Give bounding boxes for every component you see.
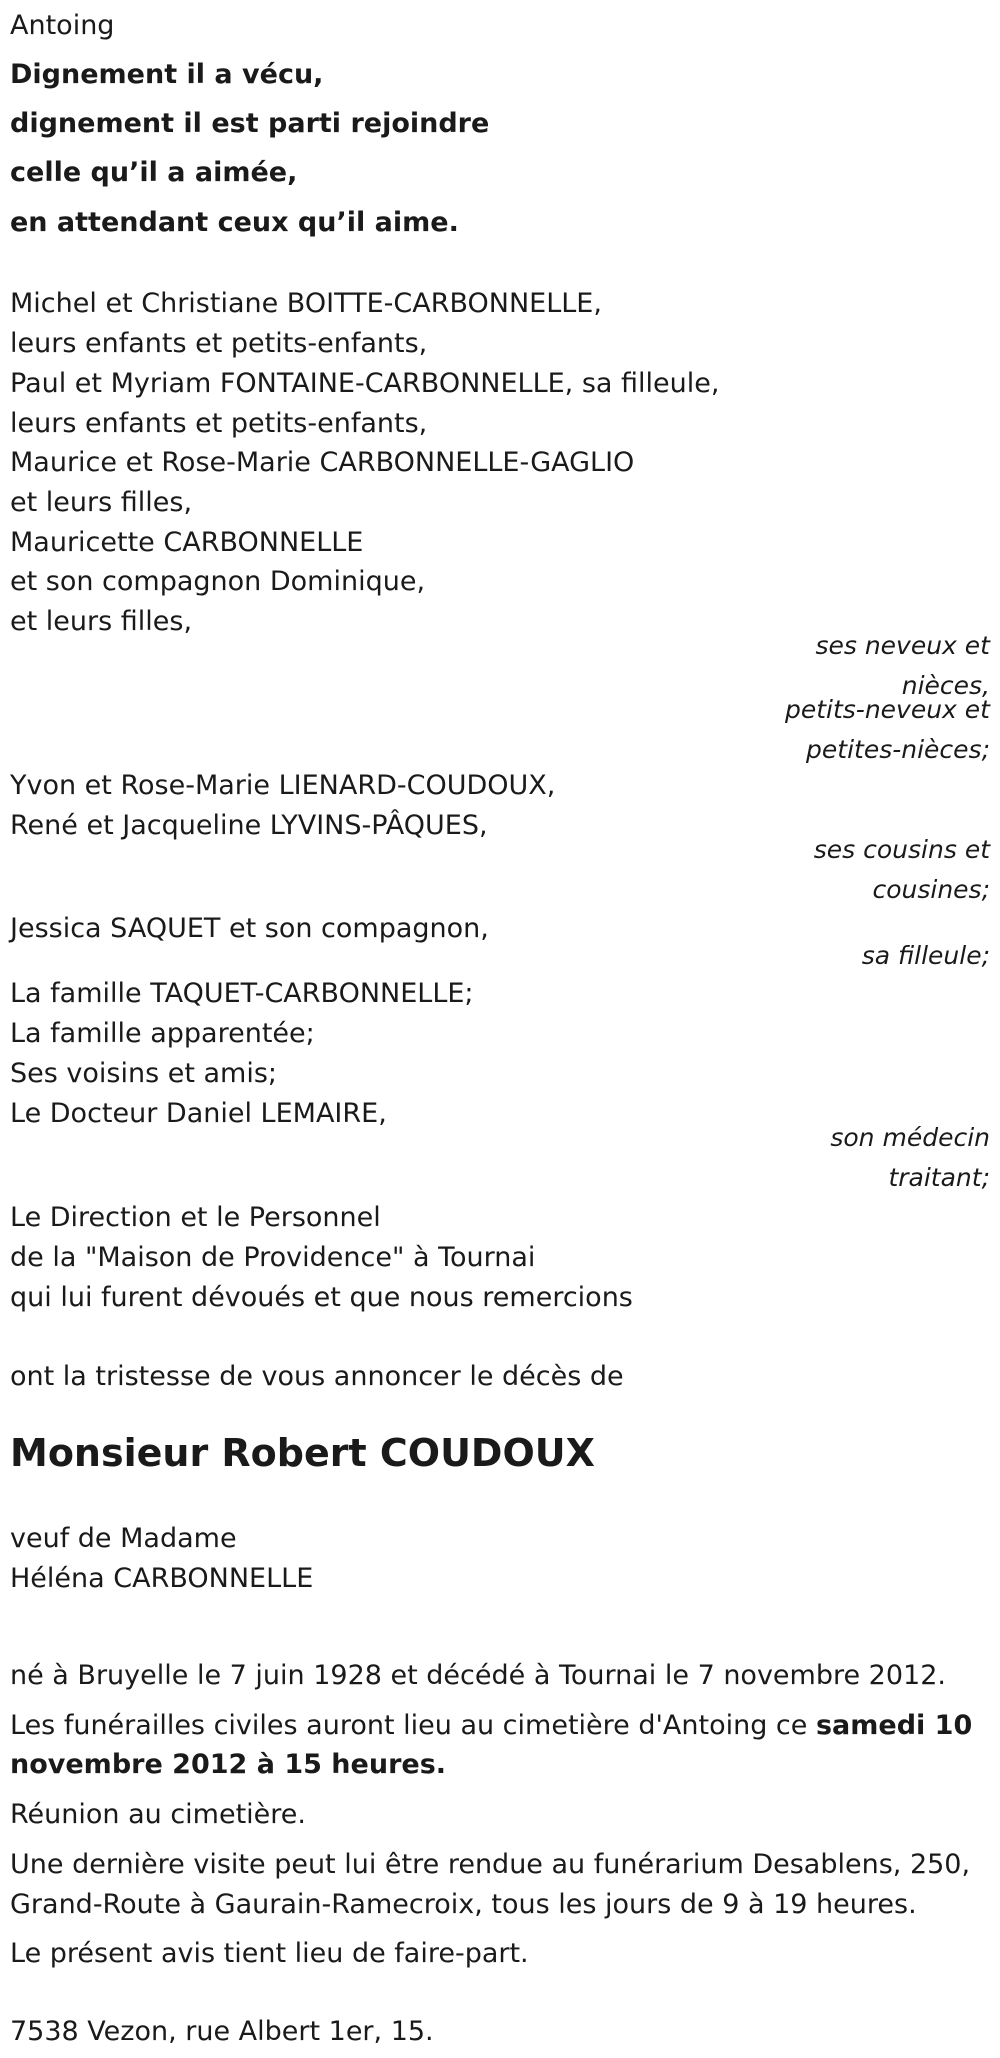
deceased-name: Monsieur Robert COUDOUX <box>10 1431 595 1475</box>
family-line: Paul et Myriam FONTAINE-CARBONNELLE, sa filleule, <box>10 368 720 399</box>
family-line: leurs enfants et petits-enfants, <box>10 328 428 359</box>
family-line: Michel et Christiane BOITTE-CARBONNELLE, <box>10 288 602 319</box>
poem-line: dignement il est parti rejoindre <box>10 108 490 139</box>
place-name: Antoing <box>10 10 115 41</box>
family-line: et leurs filles, <box>10 487 193 518</box>
funeral-text: Les funérailles civiles auront lieu au cimetière d'Antoing ce <box>10 1710 816 1741</box>
announcement-line: ont la tristesse de vous annoncer le décès de <box>10 1361 624 1392</box>
other-mourner-line: Le Docteur Daniel LEMAIRE, <box>10 1098 387 1129</box>
visit-line: Une dernière visite peut lui être rendue au funérarium Desablens, 250, <box>10 1849 971 1880</box>
address-line: 7538 Vezon, rue Albert 1er, 15. <box>10 2016 434 2047</box>
other-mourner-line: La famille apparentée; <box>10 1018 315 1049</box>
other-mourner-line: La famille TAQUET-CARBONNELLE; <box>10 978 474 1009</box>
funeral-date-end: novembre 2012 à 15 heures. <box>10 1749 447 1780</box>
family-line: et leurs filles, <box>10 606 193 637</box>
relation-note-goddaughter: sa filleule; <box>861 941 990 970</box>
notice-line: Le présent avis tient lieu de faire-part. <box>10 1938 529 1969</box>
family-line: et son compagnon Dominique, <box>10 566 426 597</box>
family-line: Maurice et Rose-Marie CARBONNELLE-GAGLIO <box>10 447 635 478</box>
relation-note-nephews: ses neveux et nièces, <box>815 631 990 700</box>
widower-line: Héléna CARBONNELLE <box>10 1563 314 1594</box>
cousin-line: René et Jacqueline LYVINS-PÂQUES, <box>10 810 488 841</box>
visit-line: Grand-Route à Gaurain-Ramecroix, tous les jours de 9 à 19 heures. <box>10 1889 917 1920</box>
widower-line: veuf de Madame <box>10 1523 237 1554</box>
poem-line: Dignement il a vécu, <box>10 59 324 90</box>
funeral-line <box>10 1706 972 1746</box>
family-line: leurs enfants et petits-enfants, <box>10 408 428 439</box>
cousin-line: Yvon et Rose-Marie LIENARD-COUDOUX, <box>10 770 556 801</box>
relation-note-grandnephews: petits-neveux et petites-nièces; <box>784 695 990 764</box>
poem-line: en attendant ceux qu’il aime. <box>10 207 459 238</box>
staff-line: Le Direction et le Personnel <box>10 1202 381 1233</box>
relation-note-doctor: son médecin traitant; <box>830 1123 990 1192</box>
family-line: Mauricette CARBONNELLE <box>10 527 364 558</box>
funeral-date-start: samedi 10 <box>815 1710 973 1741</box>
staff-line: de la "Maison de Providence" à Tournai <box>10 1242 536 1273</box>
poem-line: celle qu’il a aimée, <box>10 157 298 188</box>
staff-line: qui lui furent dévoués et que nous remercions <box>10 1282 633 1313</box>
birth-death-line: né à Bruyelle le 7 juin 1928 et décédé à Tournai le 7 novembre 2012. <box>10 1660 946 1691</box>
goddaughter-line: Jessica SAQUET et son compagnon, <box>10 913 489 944</box>
meeting-line: Réunion au cimetière. <box>10 1799 306 1830</box>
other-mourner-line: Ses voisins et amis; <box>10 1058 278 1089</box>
relation-note-cousins: ses cousins et cousines; <box>813 835 990 904</box>
